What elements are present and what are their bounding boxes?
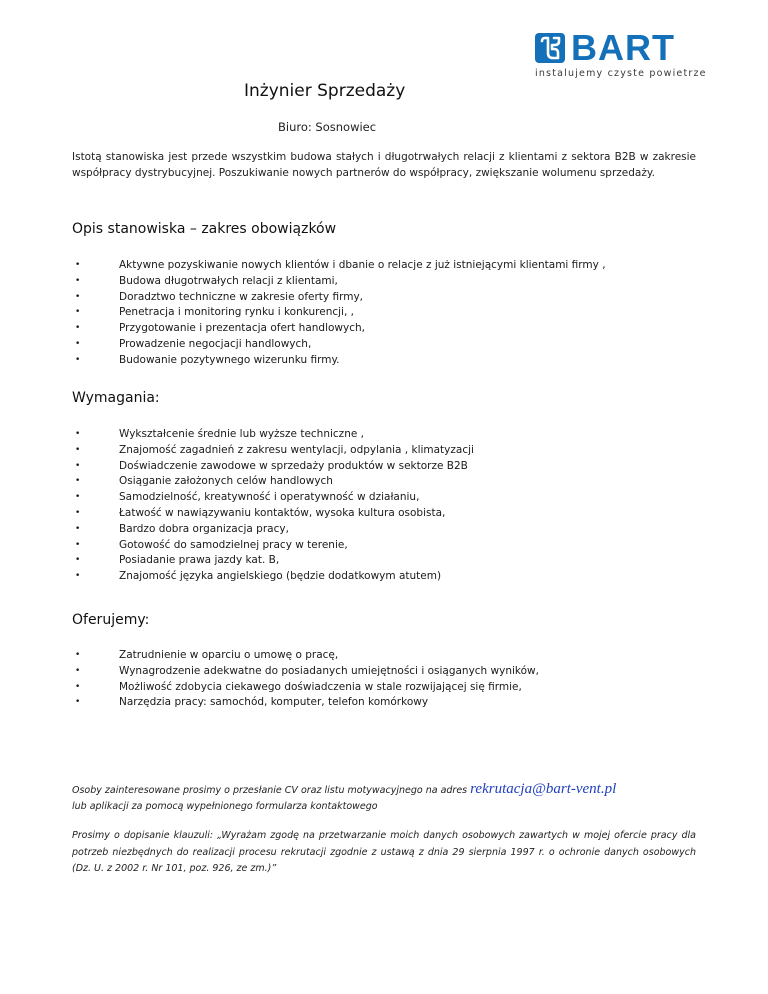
office-location: Biuro: Sosnowiec [278, 120, 377, 134]
contact-prefix: Osoby zainteresowane prosimy o przesłanie CV oraz listu motywacyjnego na adres [72, 785, 471, 796]
list-item-text: Osiąganie założonych celów handlowych [119, 475, 333, 488]
list-item-text: Zatrudnienie w oparciu o umowę o pracę, [119, 649, 339, 661]
bart-logo-icon [535, 33, 565, 63]
list-item [72, 427, 712, 443]
duties-heading: Opis stanowiska – zakres obowiązków [72, 221, 337, 237]
page-title: Inżynier Sprzedaży [244, 81, 406, 101]
bullet-icon: • [75, 476, 81, 487]
bullet-icon: • [75, 260, 81, 270]
bullet-icon: • [75, 444, 81, 455]
bullet-icon: • [75, 492, 81, 503]
bullet-icon: • [75, 697, 81, 708]
duties-list [72, 258, 712, 369]
list-item-text: Aktywne pozyskiwanie nowych klientów i dbanie o relacje z już istniejącymi klientami firmy , [119, 259, 606, 271]
logo-tagline: instalujemy czyste powietrze [535, 68, 707, 79]
list-item [72, 305, 712, 321]
list-item [72, 569, 712, 585]
list-item-text: Gotowość do samodzielnej pracy w terenie, [119, 538, 348, 551]
bullet-icon: • [75, 275, 81, 286]
list-item [72, 321, 712, 337]
bullet-icon: • [75, 291, 81, 302]
list-item-text: Możliwość zdobycia ciekawego doświadczenia w stale rozwijającej się firmie, [119, 680, 522, 693]
contact-line2: lub aplikacji za pomocą wypełnionego formularza kontaktowego [72, 801, 378, 812]
list-item-text: Wykształcenie średnie lub wyższe techniczne , [119, 428, 364, 440]
bullet-icon: • [75, 460, 81, 471]
list-item-text: Narzędzia pracy: samochód, komputer, telefon komórkowy [119, 696, 429, 709]
bullet-icon: • [75, 555, 81, 566]
list-item-text: Znajomość języka angielskiego (będzie dodatkowym atutem) [119, 570, 442, 583]
bart-logo [535, 27, 707, 81]
list-item [72, 664, 712, 680]
list-item-text: Doświadczenie zawodowe w sprzedaży produktów w sektorze B2B [119, 459, 468, 472]
list-item-text: Prowadzenie negocjacji handlowych, [119, 337, 312, 350]
logo-wordmark: BART [571, 27, 675, 68]
bullet-icon: • [75, 650, 81, 660]
bullet-icon: • [75, 539, 81, 550]
list-item [72, 522, 712, 538]
bullet-icon: • [75, 523, 81, 534]
list-item-text: Budowanie pozytywnego wizerunku firmy. [119, 353, 340, 366]
list-item-text: Przygotowanie i prezentacja ofert handlowych, [119, 322, 365, 335]
list-item [72, 443, 712, 459]
bullet-icon: • [75, 323, 81, 334]
bullet-icon: • [75, 507, 81, 518]
list-item-text: Znajomość zagadnień z zakresu wentylacji, odpylania , klimatyzacji [119, 443, 474, 456]
list-item [72, 490, 712, 506]
list-item [72, 459, 712, 475]
bullet-icon: • [75, 429, 81, 439]
bullet-icon: • [75, 354, 81, 365]
consent-clause: Prosimy o dopisanie klauzuli: „Wyrażam zgodę na przetwarzanie moich danych osobowych zawartych w mojej ofercie pracy dla potrzeb niezbędnych do realizacji procesu rekrutacji zgodnie z ustawą z dnia 29 sierpnia 1997 r. o ochronie danych osobowych (Dz. U. z 2002 r. Nr 101, poz. 926, ze zm.)” [72, 830, 696, 874]
list-item [72, 648, 712, 664]
list-item-text: Samodzielność, kreatywność i operatywność w działaniu, [119, 491, 420, 504]
list-item [72, 506, 712, 522]
list-item [72, 553, 712, 569]
offer-list [72, 648, 712, 711]
list-item [72, 274, 712, 290]
bullet-icon: • [75, 571, 81, 582]
list-item [72, 258, 712, 274]
list-item [72, 353, 712, 369]
list-item-text: Posiadanie prawa jazdy kat. B, [119, 554, 280, 567]
list-item-text: Łatwość w nawiązywaniu kontaktów, wysoka kultura osobista, [119, 506, 446, 519]
list-item [72, 680, 712, 696]
list-item [72, 474, 712, 490]
contact-note [72, 780, 712, 812]
requirements-list [72, 427, 712, 585]
bullet-icon: • [75, 338, 81, 349]
list-item [72, 538, 712, 554]
bullet-icon: • [75, 307, 81, 318]
list-item-text: Doradztwo techniczne w zakresie oferty firmy, [119, 290, 363, 303]
bullet-icon: • [75, 665, 81, 676]
list-item-text: Budowa długotrwałych relacji z klientami, [119, 274, 338, 287]
bullet-icon: • [75, 681, 81, 692]
email-link[interactable]: rekrutacja@bart-vent.pl [470, 781, 617, 797]
list-item-text: Bardzo dobra organizacja pracy, [119, 522, 289, 535]
intro-paragraph: Istotą stanowiska jest przede wszystkim budowa stałych i długotrwałych relacji z klientami z sektora B2B w zakresie współpracy dystrybucyjnej. Poszukiwanie nowych partnerów do współpracy, zwiększanie wolumenu sprzedaży. [72, 151, 696, 179]
list-item [72, 695, 712, 711]
list-item [72, 337, 712, 353]
list-item-text: Wynagrodzenie adekwatne do posiadanych umiejętności i osiąganych wyników, [119, 664, 539, 677]
requirements-heading: Wymagania: [72, 390, 160, 406]
list-item-text: Penetracja i monitoring rynku i konkurencji, , [119, 306, 354, 319]
offer-heading: Oferujemy: [72, 612, 150, 628]
list-item [72, 290, 712, 306]
